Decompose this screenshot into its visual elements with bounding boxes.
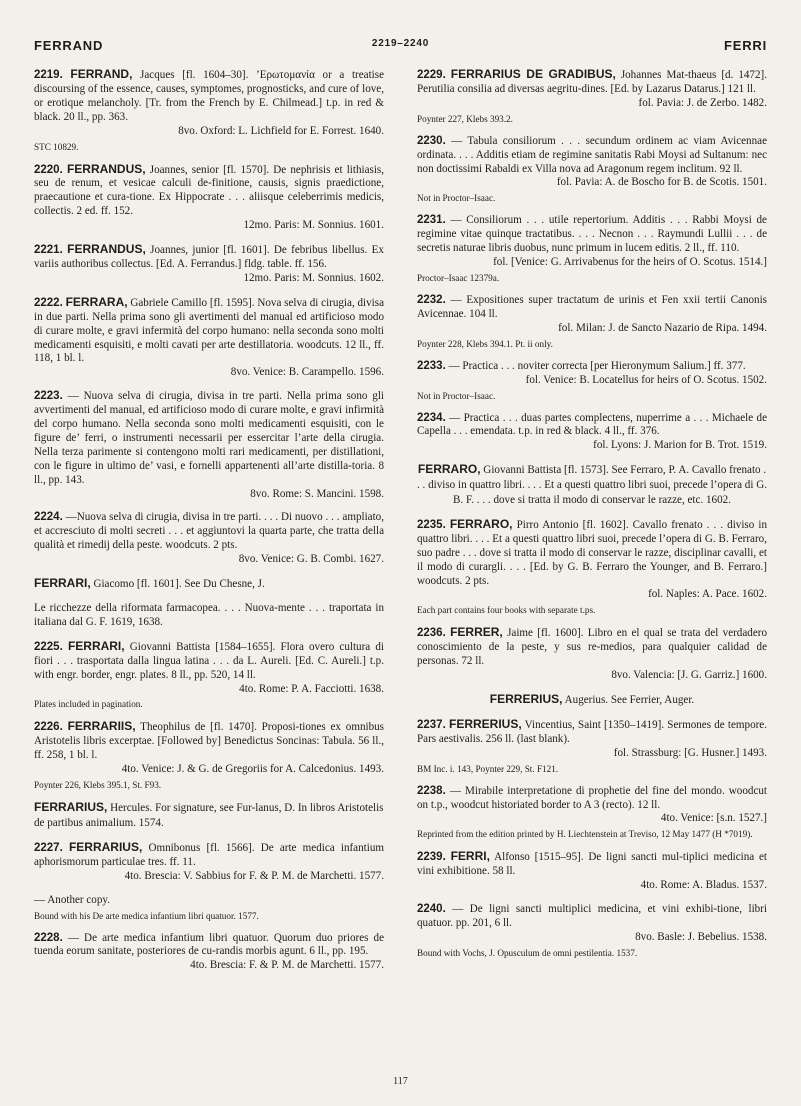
entry-description: Joannes, senior [fl. 1570]. De nephrisis et lithiasis, seu de renum, et vesicae calculi de-finitione, causis, signis praedictione, praecautione et cura-tione. Ex Hippocrate . . . aliisque celeberrimis medicis, collectis. 2 ed. ff. 152. bbox=[34, 163, 384, 218]
cross-reference bbox=[34, 577, 384, 592]
catalog-entry bbox=[417, 135, 767, 205]
catalog-entry bbox=[34, 894, 384, 922]
catalog-entry bbox=[417, 785, 767, 841]
entry-body bbox=[34, 602, 384, 630]
entry-number: 2224. bbox=[34, 511, 63, 524]
entry-description: Johannes Mat-thaeus [d. 1472]. Perutilia consilia ad diversas aegritu-dines. [Ed. by Lazarus Datarus.] 121 ll. bbox=[417, 69, 767, 95]
catalog-entry bbox=[34, 390, 384, 501]
entry-description: — Expositiones super tractatum de urinis et Fen xxii tertii Canonis Avicennae. 104 ll. bbox=[417, 293, 767, 320]
entry-description: — De ligni sancti multiplici medicina, et vini exhibi-tione, libri quatuor. pp. 201, 6 ll. bbox=[417, 903, 767, 929]
entry-imprint: 8vo. Valencia: [J. G. Garriz.] 1600. bbox=[611, 669, 767, 682]
entry-number: 2225. bbox=[34, 640, 63, 653]
entry-body bbox=[417, 626, 767, 669]
entry-number: 2235. bbox=[417, 518, 446, 531]
entry-body bbox=[417, 294, 767, 322]
entry-description: — Practica . . . noviter correcta [per Hieronymum Salium.] ff. 377. bbox=[448, 359, 746, 372]
entry-description: Pirro Antonio [fl. 1602]. Cavallo frenato . . . diviso in quattro libri. . . . Et a questi quattro libri suoi, precede l’opera di G. B. Ferraro, suo padre . . . dove si tratta il modo di conservar le razze, disciplinar cavalli, et il modo di curargli. . . . [Ed. by G. B. Ferraro the Younger, and B. Ferraro.] woodcuts. 2 pts. bbox=[417, 518, 767, 587]
entry-heading: FERRANDUS, bbox=[67, 242, 146, 257]
catalog-entry bbox=[34, 720, 384, 791]
xref-heading: FERRERIUS, bbox=[489, 692, 563, 706]
entry-heading: FERRARO, bbox=[449, 516, 513, 531]
catalog-entry bbox=[34, 932, 384, 974]
entry-body bbox=[417, 903, 767, 931]
entry-note: Poynter 226, Klebs 395.1, St. F93. bbox=[34, 780, 162, 791]
entry-number: 2233. bbox=[417, 359, 446, 372]
entry-heading: FERRI, bbox=[450, 849, 490, 864]
entry-description: Giovanni Battista [1584–1655]. Flora overo cultura di fiori . . . trasportata dalla lingua latina . . . da L. Aureli. [Ed. C. Aureli.] t.p. with engr. border, engr. plates. 8 ll., pp. 520, 14 ll. bbox=[34, 640, 384, 681]
entry-description: Vincentius, Saint [1350–1419]. Sermones de tempore. Pars aestivalis. 256 ll. (last blank). bbox=[417, 718, 768, 745]
xref-text: Augerius. See Ferrier, Auger. bbox=[562, 694, 695, 706]
entry-number: 2229. bbox=[417, 69, 446, 81]
entry-number: 2239. bbox=[417, 851, 446, 864]
entry-body bbox=[34, 720, 384, 763]
entry-body bbox=[34, 640, 384, 683]
entry-description: Omnibonus [fl. 1566]. De arte medica infantium aphorismorum particulae tres. ff. 11. bbox=[34, 841, 384, 868]
entry-number: 2231. bbox=[417, 214, 446, 227]
entry-imprint: 8vo. Rome: S. Mancini. 1598. bbox=[250, 487, 384, 500]
entry-description: — Mirabile interpretatione di prophetie del fine del mondo. woodcut on t.p., woodcut historiated border to A 3 (recto). 12 ll. bbox=[417, 784, 767, 811]
entry-body bbox=[417, 68, 767, 97]
catalog-entry bbox=[417, 903, 767, 959]
entry-note: Plates included in pagination. bbox=[34, 699, 143, 710]
catalog-entry bbox=[34, 640, 384, 711]
entry-description: Le ricchezze della riformata farmacopea. . . . Nuova-mente . . . traportata in italiana dal G. F. 1619, 1638. bbox=[34, 602, 384, 628]
entry-number: 2232. bbox=[417, 293, 446, 306]
entry-imprint: 8vo. Basle: J. Bebelius. 1538. bbox=[635, 930, 767, 943]
entry-body bbox=[417, 718, 767, 747]
entry-note: Poynter 227, Klebs 393.2. bbox=[417, 113, 513, 124]
entry-description: Jacques [fl. 1604–30]. ’Ερωτομανία or a treatise discoursing of the essence, causes, symptomes, prognosticks, and cure of love, or erotique melancholy. [Tr. from the French by E. Chilmead.] t.p. in red & black. 20 ll., pp. 363. bbox=[34, 69, 384, 123]
xref-heading: FERRARO, bbox=[417, 462, 481, 477]
catalog-entry bbox=[34, 243, 384, 286]
catalog-entry bbox=[417, 294, 767, 350]
entry-imprint: 4to. Venice: J. & G. de Gregoriis for A. Calcedonius. 1493. bbox=[121, 763, 384, 776]
entry-imprint: 4to. Brescia: F. & P. M. de Marchetti. 1577. bbox=[190, 959, 384, 972]
catalog-entry bbox=[34, 68, 384, 153]
entry-description: — Tabula consiliorum . . . secundum ordinem ac viam Avicennae ordinata. . . . Additis etiam de regimine sanitatis Rabi Moysi ad Sultanum: nec non doctissimi Rabaldi ex Villa nova ad Aragonum regem inclitum. 92 ll. bbox=[417, 134, 767, 175]
entry-heading: FERRARIUS, bbox=[68, 839, 143, 854]
entry-imprint: 4to. Brescia: V. Sabbius for F. & P. M. de Marchetti. 1577. bbox=[124, 869, 384, 882]
entry-number: 2238. bbox=[417, 784, 446, 797]
xref-text: Giovanni Battista [fl. 1573]. See Ferraro, P. A. Cavallo frenato . . . diviso in quattro libri. . . . Et a questi quattro libri suoi, precede l’opera di G. B. F. . . . dove si tratta il modo di conservar le razze, etc. 1602. bbox=[417, 464, 767, 507]
entry-description: — Nuova selva di cirugia, divisa in tre parti. Nella prima sono gli avvertimenti del manual, ed artificioso modo di curare molte, e gravi infirmità del corpo humano. Nella seconda sono molti medicamenti esquisiti, con le figure de’ ferri, o instrumenti necessarii per essercitar l’arte della cirugia. Nella terza parimente si contengono molti rari medicamenti, per distillationi, con le figure in ultimo de’ vasi, e fornelli appartenenti all’arte distilla-toria. 8 ll., pp. 143. bbox=[34, 390, 384, 486]
header-right: FERRI bbox=[724, 38, 767, 53]
entry-body bbox=[417, 518, 767, 589]
entry-heading: FERRARI, bbox=[67, 638, 125, 653]
entry-heading: FERRER, bbox=[450, 625, 503, 640]
header-center: 2219–2240 bbox=[371, 38, 430, 49]
page-number: 117 bbox=[393, 1076, 408, 1087]
catalog-entry bbox=[417, 214, 767, 284]
entry-note: Not in Proctor–Isaac. bbox=[417, 390, 496, 401]
entry-description: Theophilus de [fl. 1470]. Proposi-tiones ex omnibus Aristotelis libris excerptae. [Followed by] Benedictus Soncinas: Tabula. 56 ll., ff. 258, 1 bl. l. bbox=[34, 721, 384, 762]
entry-number: 2236. bbox=[417, 627, 446, 640]
cross-reference bbox=[34, 801, 384, 831]
entry-body bbox=[34, 163, 384, 220]
entry-note: Poynter 228, Klebs 394.1. Pt. ii only. bbox=[417, 338, 553, 349]
entry-note: Not in Proctor–Isaac. bbox=[417, 193, 496, 204]
catalog-entry bbox=[417, 718, 767, 775]
entry-body bbox=[34, 932, 384, 960]
entry-imprint: fol. [Venice: G. Arrivabenus for the heirs of O. Scotus. 1514.] bbox=[493, 256, 767, 269]
entry-body bbox=[34, 68, 384, 125]
entry-note: BM Inc. i. 143, Poynter 229, St. F121. bbox=[417, 763, 559, 774]
entry-description: Joannes, junior [fl. 1601]. De febribus libellus. Ex variis authoribus collectus. [Ed. A. Ferrandus.] fldg. table. ff. 156. bbox=[34, 244, 384, 270]
entry-number: 2228. bbox=[34, 931, 63, 944]
entry-description: Alfonso [1515–95]. De ligni sancti mul-tiplici medicina et vini exhibitione. 58 ll. bbox=[417, 851, 767, 878]
entry-imprint: 12mo. Paris: M. Sonnius. 1602. bbox=[243, 271, 384, 284]
entry-imprint: 8vo. Venice: B. Carampello. 1596. bbox=[230, 366, 384, 379]
catalog-entry bbox=[417, 68, 767, 125]
catalog-entry bbox=[417, 626, 767, 683]
catalog-entry bbox=[417, 360, 767, 402]
entry-number: 2221. bbox=[34, 244, 63, 257]
cross-reference bbox=[417, 463, 767, 508]
entry-body bbox=[34, 296, 384, 367]
entry-body bbox=[34, 894, 384, 908]
entry-body bbox=[34, 390, 384, 487]
entry-description: — Another copy. bbox=[34, 893, 110, 906]
entry-imprint: fol. Milan: J. de Sancto Nazario de Ripa. 1494. bbox=[558, 321, 767, 334]
catalog-entry bbox=[34, 163, 384, 234]
entry-imprint: fol. Lyons: J. Marion for B. Trot. 1519. bbox=[593, 439, 767, 452]
entry-number: 2227. bbox=[34, 841, 63, 854]
entry-description: Jaime [fl. 1600]. Libro en el qual se trata del verdadero conoscimiento de la peste, y sus re-medios, para qualquier calidad de personas. 72 ll. bbox=[417, 627, 767, 668]
right-column bbox=[417, 68, 767, 969]
entry-number: 2237. bbox=[417, 718, 446, 731]
xref-text: Hercules. For signature, see Fur-lanus, D. In libros Aristotelis de partibus animalium. 1574. bbox=[34, 802, 384, 829]
entry-imprint: fol. Venice: B. Locatellus for heirs of O. Scotus. 1502. bbox=[525, 373, 767, 386]
catalog-entry bbox=[417, 518, 767, 616]
entry-number: 2230. bbox=[417, 134, 446, 147]
entry-description: —Nuova selva di cirugia, divisa in tre parti. . . . Di nuovo . . . ampliato, et accresciuto di molti secreti . . . et aggiuntovi la quarta parte, che tratta della qualità et rimedij della peste. woodcuts. 2 pts. bbox=[34, 511, 384, 552]
entry-body bbox=[34, 841, 384, 870]
catalog-entry bbox=[34, 296, 384, 380]
cross-reference bbox=[417, 693, 767, 708]
entry-description: — De arte medica infantium libri quatuor. Quorum duo priores de tuenda eorum sanitate, posteriores de cu-randis morbis agunt. 6 ll., pp. 195. bbox=[34, 931, 384, 958]
entry-number: 2220. bbox=[34, 163, 63, 176]
entry-imprint: 4to. Venice: [s.n. 1527.] bbox=[660, 812, 767, 825]
entry-body bbox=[417, 785, 767, 813]
catalog-entry bbox=[34, 841, 384, 884]
catalog-entry bbox=[34, 602, 384, 630]
running-header bbox=[34, 38, 767, 58]
entry-body bbox=[417, 360, 767, 374]
entry-imprint: 8vo. Venice: G. B. Combi. 1627. bbox=[238, 553, 384, 566]
entry-number: 2240. bbox=[417, 903, 446, 916]
entry-note: Proctor–Isaac 12379a. bbox=[417, 272, 500, 283]
left-column bbox=[34, 68, 384, 983]
entry-imprint: 4to. Rome: P. A. Facciotti. 1638. bbox=[239, 682, 384, 695]
catalog-entry bbox=[417, 412, 767, 454]
entry-number: 2234. bbox=[417, 411, 446, 424]
entry-heading: FERRANDUS, bbox=[66, 161, 146, 176]
entry-note: Reprinted from the edition printed by H. Liechtenstein at Treviso, 12 May 1477 (H *7019). bbox=[417, 829, 753, 840]
xref-text: Giacomo [fl. 1601]. See Du Chesne, J. bbox=[90, 578, 265, 591]
entry-number: 2219. bbox=[34, 69, 63, 81]
entry-number: 2223. bbox=[34, 390, 63, 403]
entry-body bbox=[34, 243, 384, 272]
entry-description: Gabriele Camillo [fl. 1595]. Nova selva di cirugia, divisa in due parti. Nella prima sono gli avertimenti del manual ed artificioso modo di curare molte, e gravi infermità del corpo humano: nella seconda sono molti medicamenti esquisiti, e molti cavati per arte destillatoria. woodcuts. 12 ll., ff. 118, 1 bl. l. bbox=[34, 296, 384, 365]
entry-heading: FERRAND, bbox=[70, 67, 133, 81]
entry-heading: FERRARIIS, bbox=[67, 719, 136, 734]
entry-description: — Consiliorum . . . utile repertorium. Additis . . . Rabbi Moysi de regimine vitae quinque tractatibus. . . . Necnon . . . Raymundi Lullii . . . de secretis naturae libris duobus, nunc primum in lucem editis. 2 ll., ff. 110. bbox=[417, 214, 767, 255]
entry-imprint: 4to. Rome: A. Bladus. 1537. bbox=[640, 879, 767, 892]
entry-body bbox=[34, 511, 384, 553]
entry-body bbox=[417, 135, 767, 177]
entry-note: Bound with his De arte medica infantium libri quatuor. 1577. bbox=[34, 910, 259, 921]
catalog-entry bbox=[417, 850, 767, 893]
header-left: FERRAND bbox=[34, 38, 104, 53]
xref-heading: FERRARIUS, bbox=[34, 800, 108, 815]
xref-heading: FERRARI, bbox=[34, 576, 91, 591]
entry-note: Bound with Vochs, J. Opusculum de omni pestilentia. 1537. bbox=[417, 947, 638, 958]
catalog-entry bbox=[34, 511, 384, 567]
entry-description: — Practica . . . duas partes complectens, nuperrime a . . . Michaele de Capella . . . emendata. t.p. in red & black. 4 ll., ff. 376. bbox=[417, 411, 767, 438]
entry-body bbox=[417, 850, 767, 879]
entry-imprint: fol. Pavia: J. de Zerbo. 1482. bbox=[638, 96, 767, 109]
entry-number: 2222. bbox=[34, 296, 63, 309]
entry-imprint: fol. Strassburg: [G. Husner.] 1493. bbox=[613, 746, 767, 759]
entry-imprint: 8vo. Oxford: L. Lichfield for E. Forrest. 1640. bbox=[178, 124, 384, 137]
entry-imprint: fol. Naples: A. Pace. 1602. bbox=[648, 588, 767, 601]
entry-heading: FERRARA, bbox=[65, 294, 128, 309]
entry-heading: FERRERIUS, bbox=[448, 716, 522, 731]
entry-imprint: 12mo. Paris: M. Sonnius. 1601. bbox=[243, 219, 384, 232]
entry-imprint: fol. Pavia: A. de Boscho for B. de Scotis. 1501. bbox=[556, 176, 767, 189]
entry-number: 2226. bbox=[34, 721, 63, 734]
entry-heading: FERRARIUS DE GRADIBUS, bbox=[450, 67, 616, 81]
entry-note: STC 10829. bbox=[34, 141, 79, 152]
entry-body bbox=[417, 214, 767, 256]
entry-note: Each part contains four books with separate t.ps. bbox=[417, 605, 596, 616]
entry-body bbox=[417, 412, 767, 440]
